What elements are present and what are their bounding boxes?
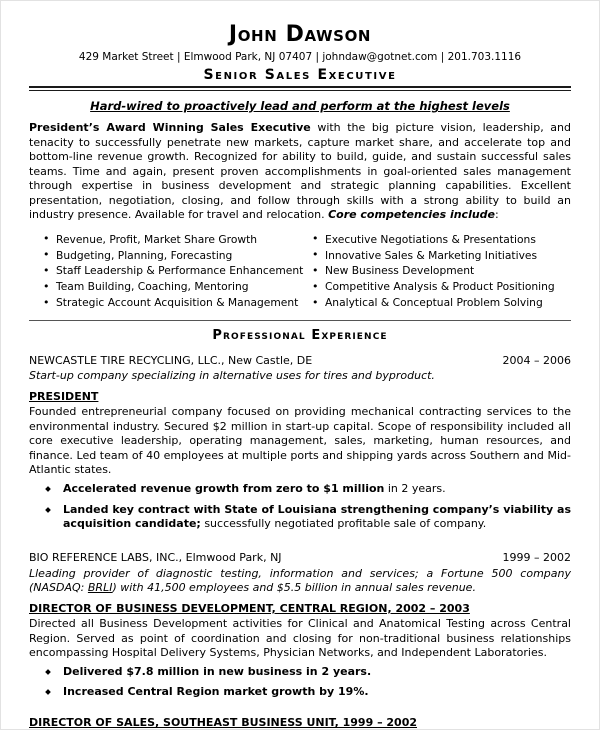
job-description-pre: Lleading provider of diagnostic testing, information and services; a Fortune 500 company (NASDAQ:	[29, 566, 571, 595]
job-spacer	[29, 536, 571, 550]
experience-divider	[29, 320, 571, 321]
achievement-item	[29, 665, 571, 680]
job-entry	[29, 353, 571, 532]
competency-item: • Analytical & Conceptual Problem Solving	[312, 295, 571, 311]
competency-item: • Revenue, Profit, Market Share Growth	[43, 232, 300, 248]
summary-body: with the big picture vision, leadership, and tenacity to successfully penetrate new markets, capture market share, and accelerate top and bottom-line revenue growth. Recognized for ability to build, guide, and sustain successful sales teams. Time and again, present proven accomplishments in goal-oriented sales management through expertise in business development and strategic planning capabilities. Excellent presentation, negotiation, closing, and follow through skills with a strong ability to build an industry presence. Available for travel and relocation.	[29, 121, 571, 222]
summary-paragraph	[29, 121, 571, 223]
achievement-highlight: Increased Central Region market growth by 19%.	[63, 685, 369, 699]
ticker-symbol: BRLI	[87, 581, 113, 595]
achievement-list	[29, 665, 571, 701]
contact-line: 429 Market Street | Elmwood Park, NJ 07407 | johndaw@gotnet.com | 201.703.1116	[78, 51, 522, 64]
competency-item: • Innovative Sales & Marketing Initiatives	[312, 248, 571, 264]
core-competencies	[29, 232, 571, 311]
candidate-name: John Dawson	[228, 22, 372, 47]
competency-item: • New Business Development	[312, 263, 571, 279]
achievement-highlight: Accelerated revenue growth from zero to $1 million	[63, 481, 385, 495]
header-divider	[29, 86, 571, 91]
job-dates: 1999 – 2002	[502, 551, 571, 565]
section-title-experience: Professional Experience	[212, 327, 388, 343]
professional-headline: Senior Sales Executive	[203, 67, 397, 84]
resume-document	[29, 23, 571, 730]
achievement-highlight: Delivered $7.8 million in new business in 2 years.	[63, 664, 372, 678]
achievement-list	[29, 482, 571, 533]
achievement-item	[29, 503, 571, 533]
job-company-description: Start-up company specializing in alternative uses for tires and byproduct.	[29, 369, 435, 383]
competency-item: • Budgeting, Planning, Forecasting	[43, 248, 300, 264]
summary-closer-punct: :	[495, 208, 499, 222]
achievement-item	[29, 685, 571, 700]
summary-lead: President’s Award Winning Sales Executive	[29, 121, 311, 135]
job-dates: 2004 – 2006	[502, 353, 571, 367]
competency-item: • Staff Leadership & Performance Enhancement	[43, 263, 300, 279]
competency-item: • Strategic Account Acquisition & Management	[43, 295, 300, 311]
title-spacer	[29, 704, 571, 711]
job-description-post: ) with 41,500 employees and $5.5 billion in annual sales revenue.	[112, 581, 476, 595]
job-header	[29, 550, 571, 565]
job-company: BIO REFERENCE LABS, INC., Elmwood Park, NJ	[29, 551, 282, 565]
tagline: Hard-wired to proactively lead and perform at the highest levels	[90, 99, 510, 114]
summary-closer: Core competencies include	[328, 208, 496, 222]
job-body: Directed all Business Development activities for Clinical and Anatomical Testing across Central Region. Served as point of coordination and closing for non-traditional business relationships encompassing Hospital Delivery Systems, Physician Networks, and Independent Laboratories.	[29, 617, 571, 660]
competency-column-left	[29, 232, 304, 311]
achievement-item	[29, 482, 571, 497]
achievement-rest: in 2 years.	[384, 481, 446, 495]
achievement-rest: successfully negotiated profitable sale of company.	[200, 517, 487, 531]
job-body: Founded entrepreneurial company focused on providing mechanical contracting services to the environmental industry. Secured $2 million in start-up capital. Scope of responsibility included all core executive leadership, operating management, sales, marketing, human resources, and finance. Led team of 40 employees at multiple ports and shipping yards across Southern and Mid-Atlantic states.	[29, 405, 571, 477]
achievement-highlight: Landed key contract with State of Louisiana strengthening company’s viability as acquisition candidate;	[63, 502, 571, 531]
competency-item: • Team Building, Coaching, Mentoring	[43, 279, 300, 295]
job-entry	[29, 550, 571, 730]
competency-column-right	[300, 232, 571, 311]
job-header	[29, 353, 571, 368]
job-company-description	[29, 567, 571, 596]
competency-item: • Executive Negotiations & Presentations	[312, 232, 571, 248]
job-company: NEWCASTLE TIRE RECYCLING, LLC., New Castle, DE	[29, 353, 313, 367]
job-title: PRESIDENT	[29, 390, 99, 404]
competency-item: • Competitive Analysis & Product Positioning	[312, 279, 571, 295]
job-title-secondary: DIRECTOR OF SALES, SOUTHEAST BUSINESS UNIT, 1999 – 2002	[29, 716, 418, 730]
job-title: DIRECTOR OF BUSINESS DEVELOPMENT, CENTRAL REGION, 2002 – 2003	[29, 602, 470, 616]
